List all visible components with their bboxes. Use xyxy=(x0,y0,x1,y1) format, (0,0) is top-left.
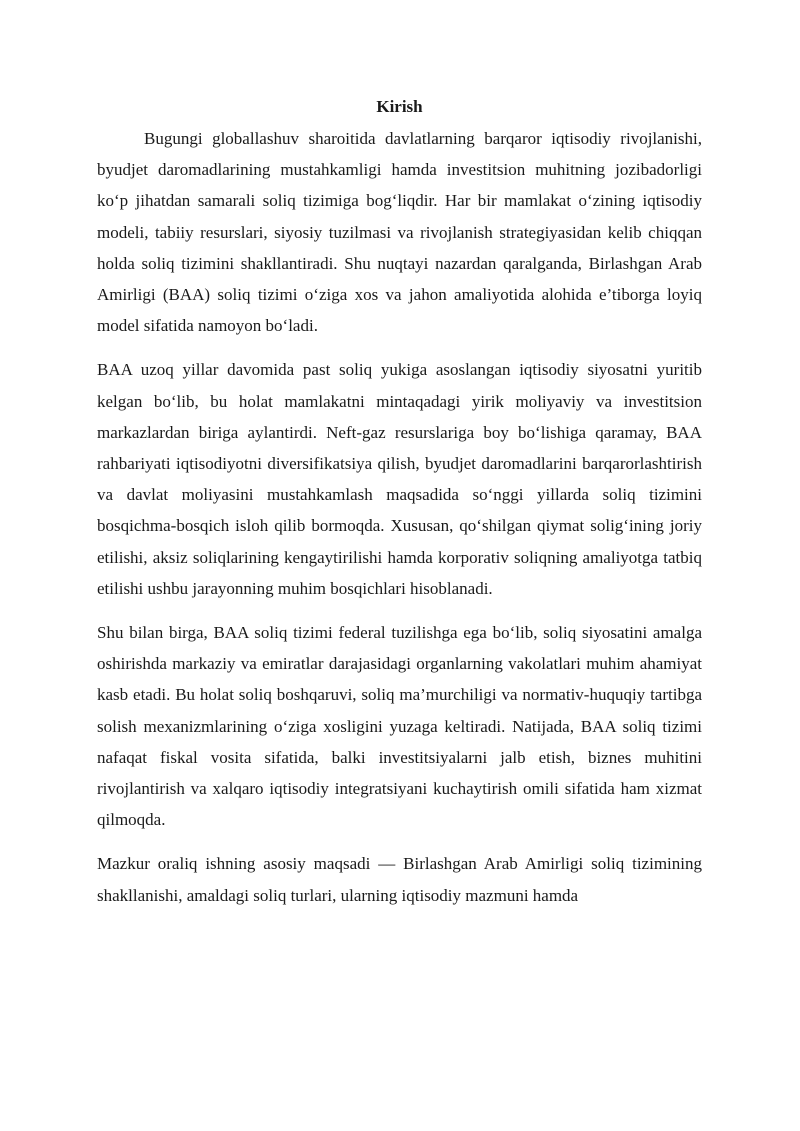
paragraph-4: Mazkur oraliq ishning asosiy maqsadi — Birlashgan Arab Amirligi soliq tizimining shakllanishi, amaldagi soliq turlari, ularning iqtisodiy mazmuni hamda xyxy=(97,854,702,905)
paragraph-2: BAA uzoq yillar davomida past soliq yukiga asoslangan iqtisodiy siyosatni yuritib kelgan bo‘lib, bu holat mamlakatni mintaqadagi yirik moliyaviy va investitsion markazlardan biriga aylantirdi. Neft-gaz resurslariga boy bo‘lishiga qaramay, BAA rahbariyati iqtisodiyotni diversifikatsiya qilish, byudjet daromadlarini barqarorlashtirish va davlat moliyasini mustahkamlash maqsadida so‘nggi yillarda soliq tizimini bosqichma-bosqich isloh qilib bormoqda. Xususan, qo‘shilgan qiymat solig‘ining joriy etilishi, aksiz soliqlarining kengaytirilishi hamda korporativ soliqning amaliyotga tatbiq etilishi ushbu jarayonning muhim bosqichlari hisoblanadi. xyxy=(97,360,702,598)
document-title: Kirish xyxy=(376,97,423,116)
paragraph-3: Shu bilan birga, BAA soliq tizimi federal tuzilishga ega bo‘lib, soliq siyosatini amalga oshirishda markaziy va emiratlar darajasidagi organlarning vakolatlari muhim ahamiyat kasb etadi. Bu holat soliq boshqaruvi, soliq ma’murchiligi va normativ-huquqiy tartibga solish mexanizmlarining o‘ziga xosligini yuzaga keltiradi. Natijada, BAA soliq tizimi nafaqat fiskal vosita sifatida, balki investitsiyalarni jalb etish, biznes muhitini rivojlantirish va xalqaro iqtisodiy integratsiyani kuchaytirish omili sifatida ham xizmat qilmoqda. xyxy=(97,623,702,830)
paragraph-1: Bugungi globallashuv sharoitida davlatlarning barqaror iqtisodiy rivojlanishi, byudjet daromadlarining mustahkamligi hamda investitsion muhitning jozibadorligi ko‘p jihatdan samarali soliq tizimiga bog‘liqdir. Har bir mamlakat o‘zining iqtisodiy modeli, tabiiy resurslari, siyosiy tuzilmasi va rivojlanish strategiyasidan kelib chiqqan holda soliq tizimini shakllantiradi. Shu nuqtayi nazardan qaralganda, Birlashgan Arab Amirligi (BAA) soliq tizimi o‘ziga xos va jahon amaliyotida alohida e’tiborga loyiq model sifatida namoyon bo‘ladi. xyxy=(97,129,702,336)
document-page xyxy=(97,95,702,924)
